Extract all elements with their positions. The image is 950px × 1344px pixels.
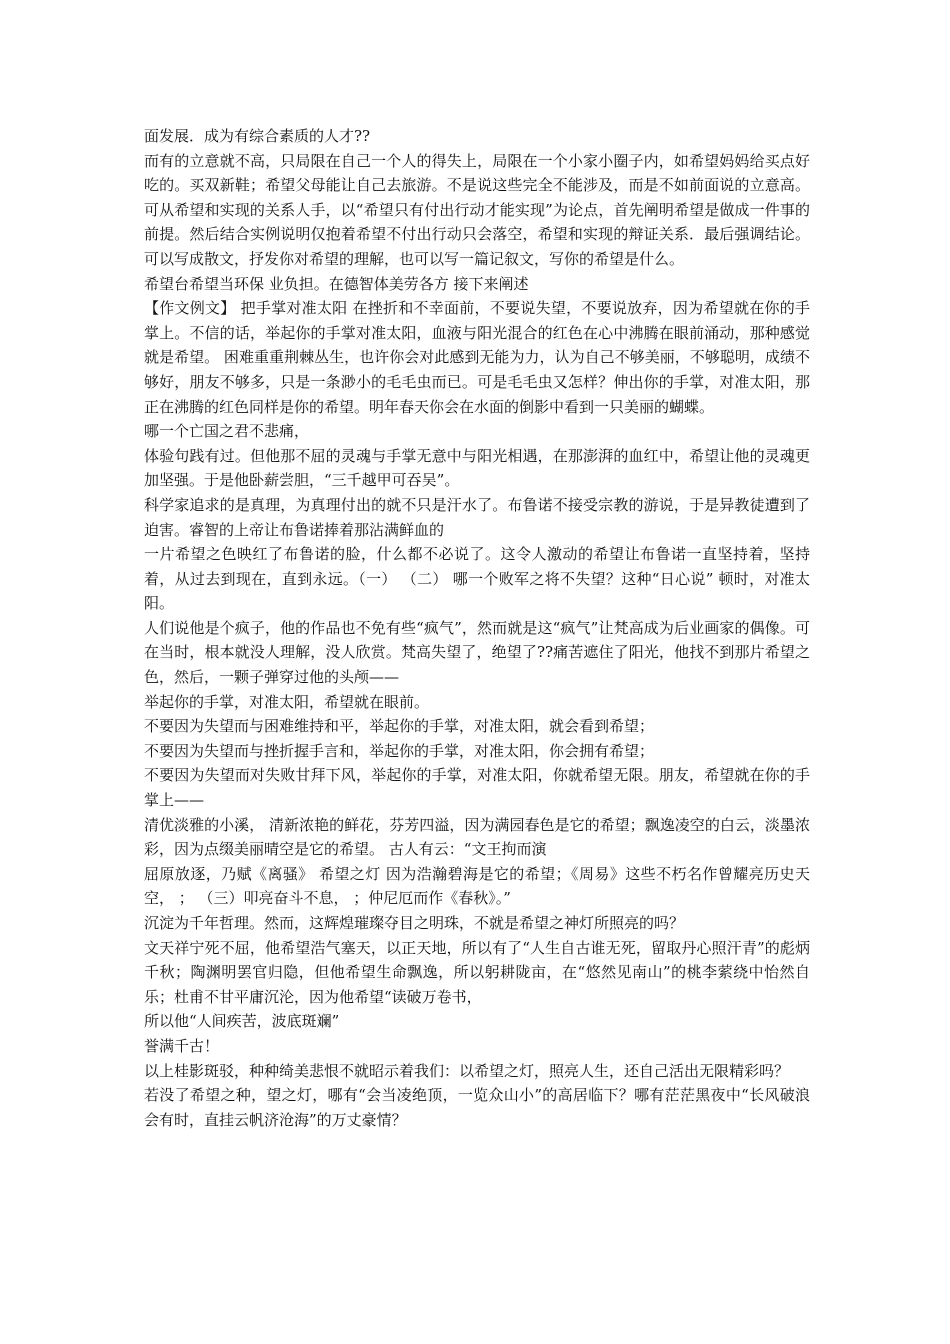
paragraph: 面发展．成为有综合素质的人才??	[144, 127, 371, 145]
paragraph: 而有的立意就不高，只局限在自己一个人的得失上，局限在一个小家小圈子内，如希望妈妈给买点好吃的。买双新鞋；希望父母能让自己去旅游。不是说这些完全不能涉及，而是不如前面说的立意高。可从希望和实现的关系人手，以“希望只有付出行动才能实现”为论点，首先阐明希望是做成一件事的前提。然后结合实例说明仅抱着希望不付出行动只会落空，希望和实现的辩证关系．最后强调结论。可以写成散文，抒发你对希望的理解，也可以写一篇记叙文，写你的希望是什么。	[144, 151, 810, 268]
paragraph: 举起你的手掌，对准太阳，希望就在眼前。	[144, 692, 430, 711]
document-page	[144, 124, 810, 1132]
paragraph: 希望台希望当环保 业负担。在德智体美劳各方 接下来阐述	[144, 274, 529, 293]
paragraph: 以上桂影斑驳，种种绮美悲恨不就昭示着我们：以希望之灯，照亮人生，还自己活出无限精彩吗？	[144, 1061, 790, 1080]
paragraph: 所以他“人间疾苦，波底斑斓”	[144, 1012, 340, 1031]
paragraph: 不要因为失望而与困难维持和平，举起你的手掌，对准太阳，就会看到希望；	[144, 717, 655, 736]
paragraph: 科学家追求的是真理，为真理付出的就不只是汗水了。布鲁诺不接受宗教的游说，于是异教徒遭到了迫害。睿智的上帝让布鲁诺捧着那沾满鲜血的	[144, 495, 810, 539]
paragraph: 不要因为失望而对失败甘拜下风，举起你的手掌，对准太阳，你就希望无限。朋友，希望就在你的手掌上——	[144, 766, 810, 810]
paragraph: 哪一个亡国之君不悲痛，	[144, 422, 310, 441]
paragraph: 沉淀为千年哲理。然而，这辉煌璀璨夺目之明珠，不就是希望之神灯所照亮的吗？	[144, 914, 685, 932]
paragraph: 人们说他是个疯子，他的作品也不免有些“疯气”，然而就是这“疯气”让梵高成为后业画家的偶像。可在当时，根本就没人理解，没人欣赏。梵高失望了，绝望了??痛苦遮住了阳光，他找不到那片希望之色，然后，一颗子弹穿过他的头颅——	[144, 618, 810, 687]
paragraph: 一片希望之色映红了布鲁诺的脸，什么都不必说了。这令人激动的希望让布鲁诺一直坚持着，坚持着，从过去到现在，直到永远。（一） （二） 哪一个败军之将不失望？这种“日心说” 顿时，对准太阳。	[144, 545, 810, 613]
paragraph: 【作文例文】 把手掌对准太阳 在挫折和不幸面前，不要说失望，不要说放弃，因为希望就在你的手掌上。不信的话，举起你的手掌对准太阳，血液与阳光混合的红色在心中沸腾在眼前涌动，那种感觉就是希望。 困难重重荆棘丛生，也许你会对此感到无能为力，认为自己不够美丽，不够聪明，成绩不够好，朋友不够多，只是一条渺小的毛毛虫而已。可是毛毛虫又怎样？伸出你的手掌，对准太阳，那正在沸腾的红色同样是你的希望。明年春天你会在水面的倒影中看到一只美丽的蝴蝶。	[144, 299, 810, 416]
paragraph: 体验句践有过。但他那不屈的灵魂与手掌无意中与阳光相遇，在那澎湃的血红中，希望让他的灵魂更加坚强。于是他卧薪尝胆，“三千越甲可吞吴”。	[144, 446, 810, 490]
paragraph: 誉满千古！	[144, 1036, 220, 1055]
paragraph: 不要因为失望而与挫折握手言和，举起你的手掌，对准太阳，你会拥有希望；	[144, 741, 655, 760]
paragraph: 清优淡雅的小溪， 清新浓艳的鲜花，芬芳四溢，因为满园春色是它的希望；飘逸凌空的白云，淡墨浓彩，因为点缀美丽晴空是它的希望。 古人有云：“文王拘而演	[144, 815, 810, 859]
paragraph: 文天祥宁死不屈，他希望浩气塞天，以正天地，所以有了“人生自古谁无死，留取丹心照汗青”的彪炳千秋；陶渊明罢官归隐，但他希望生命飘逸，所以躬耕陇亩，在“悠然见南山”的桃李萦绕中怡然自乐；杜甫不甘平庸沉沦，因为他希望“读破万卷书，	[144, 938, 810, 1006]
paragraph: 若没了希望之种，望之灯，哪有“会当凌绝顶，一览众山小”的高居临下？哪有茫茫黑夜中“长风破浪会有时，直挂云帆济沧海”的万丈豪情？	[144, 1086, 810, 1129]
paragraph: 屈原放逐，乃赋《离骚》 希望之灯 因为浩瀚碧海是它的希望；《周易》这些不朽名作曾耀亮历史天空， ； （三）叩亮奋斗不息， ；仲尼厄而作《春秋》。”	[144, 864, 810, 908]
